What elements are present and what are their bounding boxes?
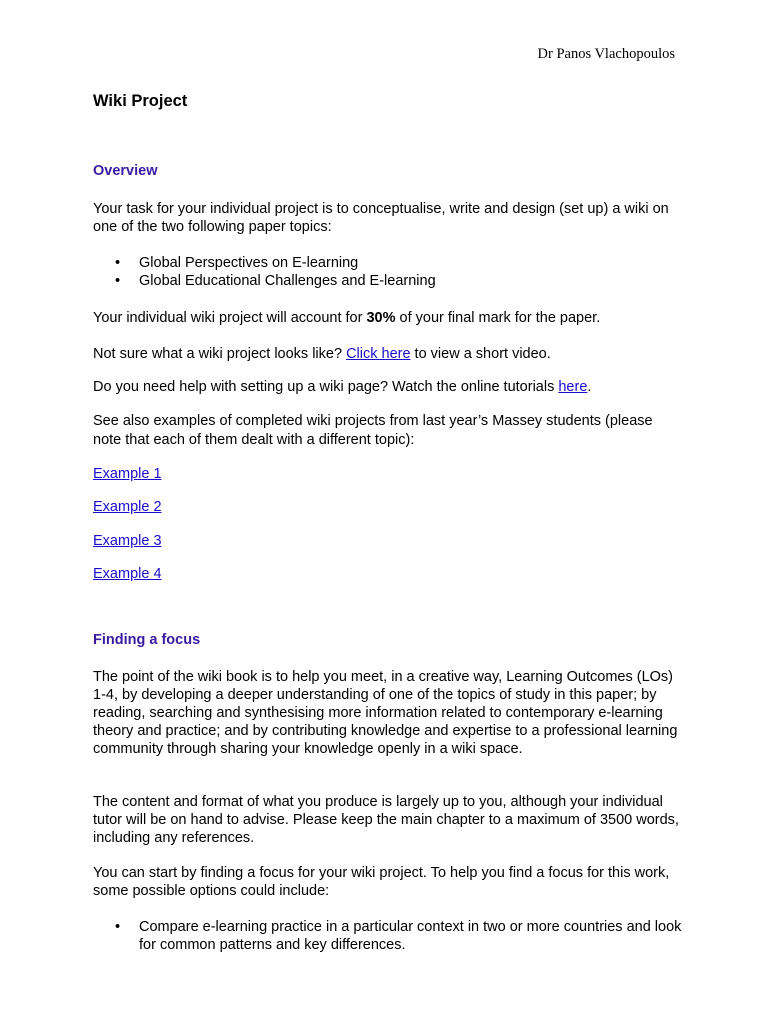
list-item: • Global Perspectives on E-learning: [115, 255, 359, 271]
mark-weight-text: Your individual wiki project will account for 30% of your final mark for the paper.: [93, 310, 601, 326]
video-text: Not sure what a wiki project looks like? Click here to view a short video.: [93, 346, 551, 362]
page-title: Wiki Project: [93, 92, 188, 110]
example-link-1[interactable]: Example 1: [93, 466, 162, 482]
options-list: [93, 918, 683, 954]
focus-heading: Finding a focus: [93, 632, 201, 648]
focus-paragraph-2: The content and format of what you produce is largely up to you, although your individual tutor will be on hand to advise. Please keep the main chapter to a maximum of 3500 words, including any references.: [93, 794, 679, 846]
bullet-icon: •: [115, 255, 121, 271]
example-link-3[interactable]: Example 3: [93, 533, 162, 549]
tutorial-link[interactable]: here: [558, 379, 588, 395]
focus-paragraph-3: You can start by finding a focus for your wiki project. To help you find a focus for this work, some possible options could include:: [93, 865, 670, 899]
overview-heading: Overview: [93, 163, 158, 179]
mark-weight-value: 30%: [366, 310, 396, 326]
topics-list: [93, 254, 683, 290]
bullet-icon: •: [115, 273, 121, 289]
list-item: • Global Educational Challenges and E-learning: [115, 273, 436, 289]
examples-intro: See also examples of completed wiki projects from last year’s Massey students (please note that each of them dealt with a different topic):: [93, 413, 653, 448]
example-link-2[interactable]: Example 2: [93, 499, 162, 515]
focus-paragraph-1: The point of the wiki book is to help you meet, in a creative way, Learning Outcomes (LOs) 1-4, by developing a deeper understanding of one of the topics of study in this paper; by reading, searching and synthesising more information related to contemporary e-learning theory and practice; and by contributing knowledge and expertise to a professional learning community through sharing your knowledge openly in a wiki space.: [93, 669, 678, 757]
tutorial-text: Do you need help with setting up a wiki page? Watch the online tutorials here.: [93, 379, 592, 395]
overview-intro: Your task for your individual project is to conceptualise, write and design (set up) a wiki on one of the two following paper topics:: [93, 201, 669, 235]
bullet-icon: •: [115, 919, 121, 935]
author-header: Dr Panos Vlachopoulos: [537, 46, 675, 62]
list-item: • Compare e-learning practice in a particular context in two or more countries and look for common patterns and key differences.: [115, 919, 682, 953]
video-link[interactable]: Click here: [346, 346, 411, 362]
example-link-4[interactable]: Example 4: [93, 566, 162, 582]
